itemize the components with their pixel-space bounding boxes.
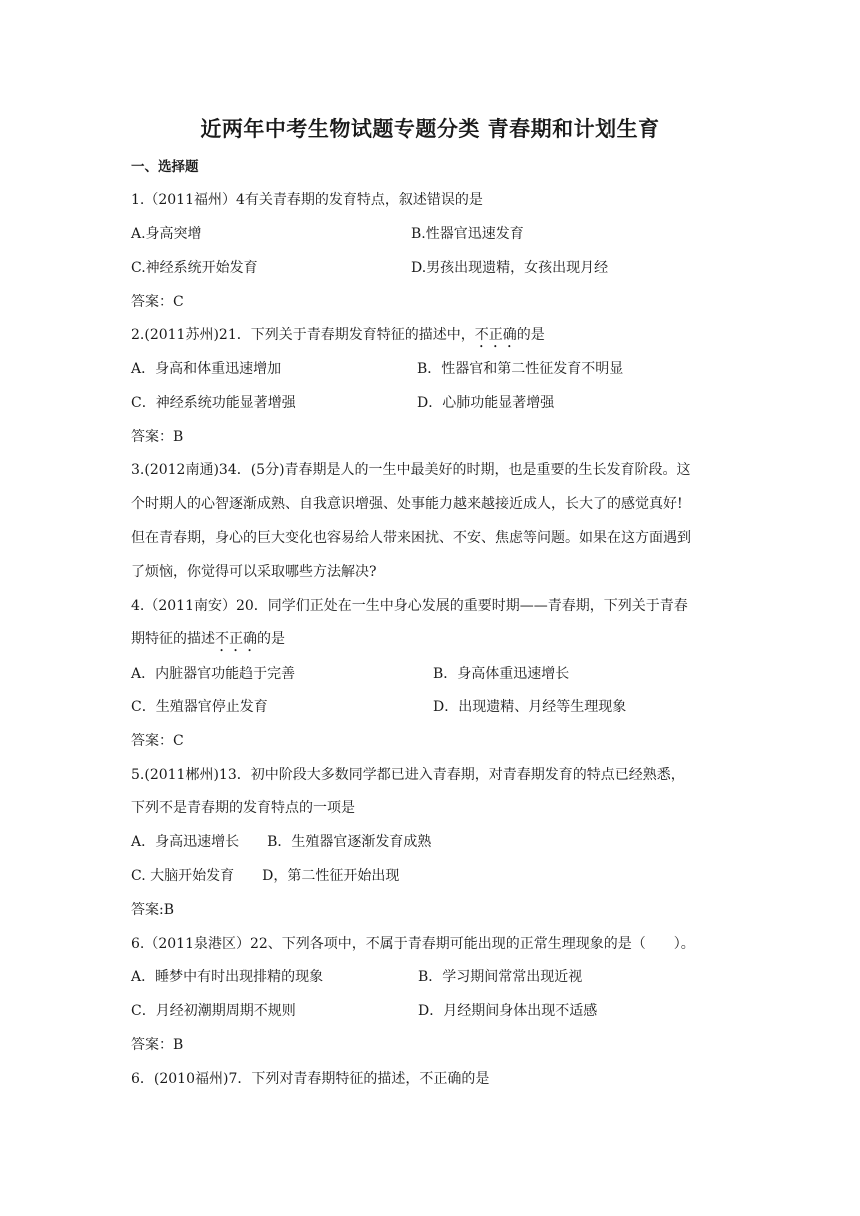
q2-stem-emphasis: 不正确	[474, 327, 517, 343]
q2-option-b: B．性器官和第二性征发育不明显	[417, 361, 624, 377]
q2-answer: 答案：B	[131, 429, 184, 445]
q6-option-b: B．学习期间常常出现近视	[418, 969, 583, 985]
q6-option-c: C．月经初潮期周期不规则	[131, 1003, 296, 1019]
q4-line-1: 4.（2011南安）20．同学们正处在一生中身心发展的重要时期——青春期，下列关于青春	[131, 598, 688, 614]
q2-stem	[131, 325, 545, 351]
q6-option-a: A．睡梦中有时出现排精的现象	[131, 969, 324, 985]
section-heading: 一、选择题	[131, 159, 199, 175]
q4-line-2-pre: 期特征的描述	[131, 631, 215, 647]
q4-line-2	[131, 629, 285, 655]
q6-option-d: D．月经期间身体出现不适感	[418, 1003, 598, 1019]
q3-line-4: 了烦恼，你觉得可以采取哪些方法解决?	[131, 564, 377, 580]
q1-stem: 1.（2011福州）4有关青春期的发育特点，叙述错误的是	[131, 192, 483, 208]
q2-stem-pre: 2.(2011苏州)21．下列关于青春期发育特征的描述中，	[131, 327, 475, 343]
q1-option-a: A.身高突增	[131, 226, 202, 242]
q6-answer: 答案：B	[131, 1037, 184, 1053]
q2-stem-post: 的是	[516, 327, 545, 343]
page-title: 近两年中考生物试题专题分类 青春期和计划生育	[200, 116, 660, 141]
q4-option-d: D．出现遗精、月经等生理现象	[433, 699, 627, 715]
q5-line-1: 5.(2011郴州)13．初中阶段大多数同学都已进入青春期，对青春期发育的特点已经熟悉，	[131, 767, 685, 783]
q3-line-2: 个时期人的心智逐渐成熟、自我意识增强、处事能力越来越接近成人，长大了的感觉真好!	[131, 496, 683, 512]
q2-option-a: A．身高和体重迅速增加	[131, 361, 282, 377]
q4-option-a: A．内脏器官功能趋于完善	[131, 666, 296, 682]
q5-line-2: 下列不是青春期的发育特点的一项是	[131, 800, 355, 816]
q4-answer: 答案：C	[131, 733, 184, 749]
q4-line-2-post: 的是	[257, 631, 285, 647]
q4-option-b: B．身高体重迅速增长	[433, 666, 570, 682]
q5-options-ab: A．身高迅速增长 B．生殖器官逐渐发育成熟	[131, 834, 432, 850]
q2-option-d: D．心肺功能显著增强	[417, 395, 555, 411]
q1-option-c: C.神经系统开始发育	[131, 260, 258, 276]
q3-line-1: 3.(2012南通)34．(5分)青春期是人的一生中最美好的时期，也是重要的生长发育阶段。这	[131, 462, 691, 478]
q2-option-c: C．神经系统功能显著增强	[131, 395, 296, 411]
q1-option-b: B.性器官迅速发育	[411, 226, 524, 242]
q1-option-d: D.男孩出现遗精，女孩出现月经	[411, 260, 609, 276]
q5-options-cd: C. 大脑开始发育 D，第二性征开始出现	[131, 868, 400, 884]
q4-option-c: C．生殖器官停止发育	[131, 699, 268, 715]
q7-stem: 6．(2010福州)7．下列对青春期特征的描述，不正确的是	[131, 1071, 490, 1087]
q3-line-3: 但在青春期，身心的巨大变化也容易给人带来困扰、不安、焦虑等问题。如果在这方面遇到	[131, 530, 691, 546]
q1-answer: 答案：C	[131, 294, 184, 310]
q4-line-2-emphasis: 不正确	[215, 631, 257, 647]
q6-stem: 6.（2011泉港区）22、下列各项中，不属于青春期可能出现的正常生理现象的是（ ）。	[131, 936, 695, 952]
q5-answer: 答案:B	[131, 902, 175, 918]
